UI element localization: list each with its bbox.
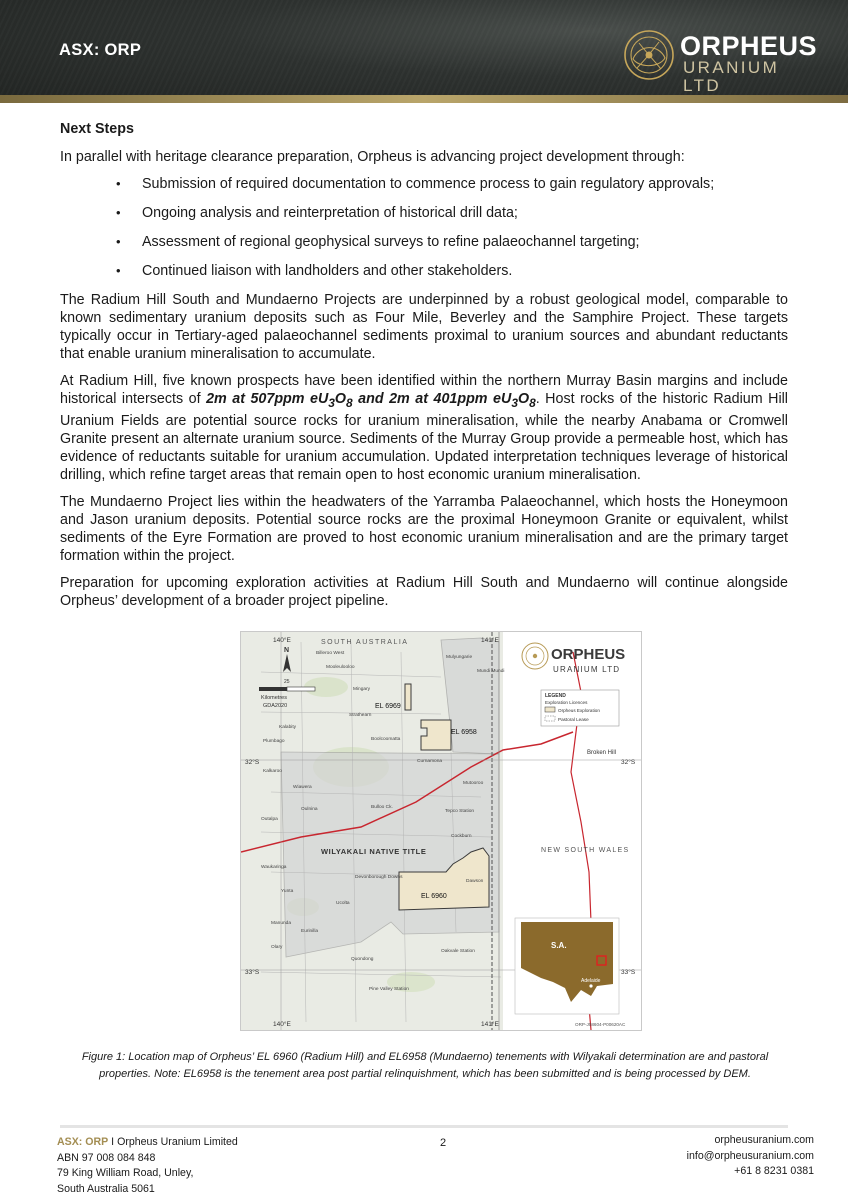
place-label: Wiawera <box>293 785 312 790</box>
map-label-el6958: EL 6958 <box>451 729 477 736</box>
radium-hill-paragraph <box>60 372 788 484</box>
map-lon-140-bottom: 140°E <box>273 1021 291 1028</box>
map-lat-32-east: 32°S <box>621 759 636 766</box>
place-label: Olary <box>271 945 283 950</box>
footer-company-info <box>57 1135 238 1197</box>
map-lon-141-bottom: 141°E <box>481 1021 499 1028</box>
map-label-broken-hill: Broken Hill <box>587 750 617 756</box>
footer-separator: I <box>111 1136 115 1148</box>
place-label: Mundi Mundi <box>477 669 505 674</box>
footer-contact <box>687 1133 814 1180</box>
footer-email-link[interactable]: info@orpheusuranium.com <box>686 1149 814 1162</box>
list-item: • Ongoing analysis and reinterpretation of historical drill data; <box>60 204 788 222</box>
location-map-figure <box>240 631 642 1031</box>
place-label: Waukaringa <box>261 865 287 870</box>
orpheus-logo <box>622 28 818 95</box>
inset-label-adelaide: Adelaide <box>581 978 601 984</box>
legend-item: Orpheus Exploration <box>558 708 600 713</box>
oxide-o: O <box>517 391 530 407</box>
radium-hill-text-a: At Radium Hill, five known prospects have been identified within the northern Murray Basin margins and include historical intersects of <box>60 373 788 407</box>
place-label: Oakvale Station <box>441 949 475 954</box>
logo-subtitle: URANIUM LTD <box>683 58 780 95</box>
place-label: Pine Valley Station <box>369 987 409 992</box>
place-label: Mingary <box>353 687 371 692</box>
map-logo-name: ORPHEUS <box>551 646 626 663</box>
place-label: Mooleulooloo <box>326 665 355 670</box>
place-label: Oulnina <box>301 807 318 812</box>
place-label: Cockburn <box>451 834 472 839</box>
page-header <box>0 0 848 103</box>
place-label: Outalpa <box>261 817 278 822</box>
map-lon-140: 140°E <box>273 637 291 644</box>
map-datum: GDA2020 <box>263 703 288 709</box>
footer-abn: ABN 97 008 084 848 <box>57 1151 156 1164</box>
place-label: Ucolta <box>336 901 350 906</box>
footer-phone: +61 8 8231 0381 <box>734 1165 814 1177</box>
figure-caption: Figure 1: Location map of Orpheus’ EL 6960 (Radium Hill) and EL6958 (Mundaerno) tenements with Wilyakali determination are and pastoral properties. Note: EL6958 is the tenement area post partial relinquishment, which has been submitted and is being processed by DEM. <box>81 1051 769 1080</box>
map-label-native-title: WILYAKALI NATIVE TITLE <box>321 847 427 856</box>
legend-title: LEGEND <box>545 693 566 699</box>
inset-label-sa: S.A. <box>551 941 567 950</box>
intersect-1: 2m at 507ppm eU <box>206 391 329 407</box>
body-content <box>60 120 788 619</box>
map-label-nsw: NEW SOUTH WALES <box>541 847 630 854</box>
map-lon-141: 141°E <box>481 637 499 644</box>
place-label: Kalkaroo <box>263 769 282 774</box>
map-scale-unit: Kilometres <box>261 695 287 701</box>
mundaerno-paragraph: The Mundaerno Project lies within the headwaters of the Yarramba Palaeochannel, which hosts the Honeymoon and Jason uranium deposits. Potential source rocks are the proximal Honeymoon Granite or equivalent, whilst sediments of the Eyre Formation are proved to host economic uranium mineralisation and are the primary target formation within the project. <box>60 493 788 564</box>
location-map <box>241 632 641 1030</box>
map-lat-33-west: 33°S <box>245 969 260 976</box>
footer-company: Orpheus Uranium Limited <box>117 1136 238 1148</box>
place-label: Strathearn <box>349 713 372 718</box>
place-label: Eurinilla <box>301 929 319 934</box>
subscript-3: 3 <box>328 395 335 410</box>
legend-item: Pastoral Lease <box>558 717 589 722</box>
next-steps-list <box>60 175 788 280</box>
radium-hill-text-b: . Host rocks of the historic Radium Hill Uranium Fields are potential source rocks for uranium mineralisation, while the nearby Anabama or Cromwell Granite present an alternate uranium source. Sediments of the Murray Group provide a permeable host, which has evidence of reductants suitable for uranium accumulation. Updated interpretation techniques leverage of historical drilling, which refine target areas that remain open to host economic uranium mineralisation. <box>60 391 788 483</box>
map-lat-33-east: 33°S <box>621 969 636 976</box>
place-label: Billeroo West <box>316 651 345 656</box>
footer-ticker: ASX: ORP <box>57 1136 109 1148</box>
map-lat-32-west: 32°S <box>245 759 260 766</box>
map-north-label: N <box>284 647 290 654</box>
intersect-highlight <box>206 391 536 410</box>
map-label-el6969: EL 6969 <box>375 703 401 710</box>
intersect-2: and 2m at 401ppm eU <box>352 391 512 407</box>
list-item: • Submission of required documentation to commence process to gain regulatory approvals; <box>60 175 788 193</box>
map-legend <box>541 690 619 726</box>
place-label: Quondong <box>351 957 374 962</box>
map-scale-number: 25 <box>284 679 290 685</box>
map-reference: ORP-J08604-P00620AC <box>575 1022 626 1027</box>
place-label: Boolcoomatta <box>371 737 401 742</box>
footer-divider <box>60 1125 788 1128</box>
footer-address-line1: 79 King William Road, Unley, <box>57 1167 194 1179</box>
place-label: Devonborough Downs <box>355 875 403 880</box>
place-label: Yunta <box>281 889 294 894</box>
map-label-sa: SOUTH AUSTRALIA <box>321 639 409 646</box>
oxide-o: O <box>334 391 347 407</box>
footer-address-line2: South Australia 5061 <box>57 1182 155 1195</box>
logo-name: ORPHEUS <box>680 31 818 61</box>
place-label: Dawson <box>466 879 484 884</box>
place-label: Bulloo Ck. <box>371 805 393 810</box>
map-logo-sub: URANIUM LTD <box>553 665 621 674</box>
orpheus-emblem-icon <box>622 28 678 84</box>
footer-website-link[interactable]: orpheusuranium.com <box>714 1134 814 1146</box>
place-label: Manunda <box>271 921 292 926</box>
sa-inset-map <box>515 918 619 1014</box>
place-label: Tepco Station <box>445 809 475 814</box>
page-number: 2 <box>440 1137 447 1149</box>
subscript-3: 3 <box>511 395 518 410</box>
list-item: • Continued liaison with landholders and other stakeholders. <box>60 262 788 280</box>
map-label-el6960: EL 6960 <box>421 893 447 900</box>
legend-subtitle: Exploration Licences <box>545 700 588 705</box>
list-item: • Assessment of regional geophysical surveys to refine palaeochannel targeting; <box>60 233 788 251</box>
intro-paragraph: In parallel with heritage clearance preparation, Orpheus is advancing project development through: <box>60 149 685 165</box>
header-gold-bar <box>0 95 848 103</box>
header-ticker: ASX: ORP <box>59 41 142 59</box>
place-label: Kalabity <box>279 725 297 730</box>
subscript-8: 8 <box>346 395 353 410</box>
place-label: Mutooroo <box>463 781 484 786</box>
pipeline-paragraph: Preparation for upcoming exploration activities at Radium Hill South and Mundaerno will continue alongside Orpheus’ development of a broader project pipeline. <box>60 574 788 609</box>
place-label: Mulyungarie <box>446 655 473 660</box>
subscript-8: 8 <box>529 395 536 410</box>
geology-paragraph: The Radium Hill South and Mundaerno Projects are underpinned by a robust geological model, comparable to known sedimentary uranium deposits such as Four Mile, Beverley and the Samphire Project. These targets typically occur in Tertiary-aged palaeochannel sediments proximal to uranium sources and abundant reductants that enable uranium mineralisation to accumulate. <box>60 292 788 362</box>
section-heading: Next Steps <box>60 121 134 137</box>
place-label: Curnamona <box>417 759 443 764</box>
place-label: Plumbago <box>263 739 285 744</box>
